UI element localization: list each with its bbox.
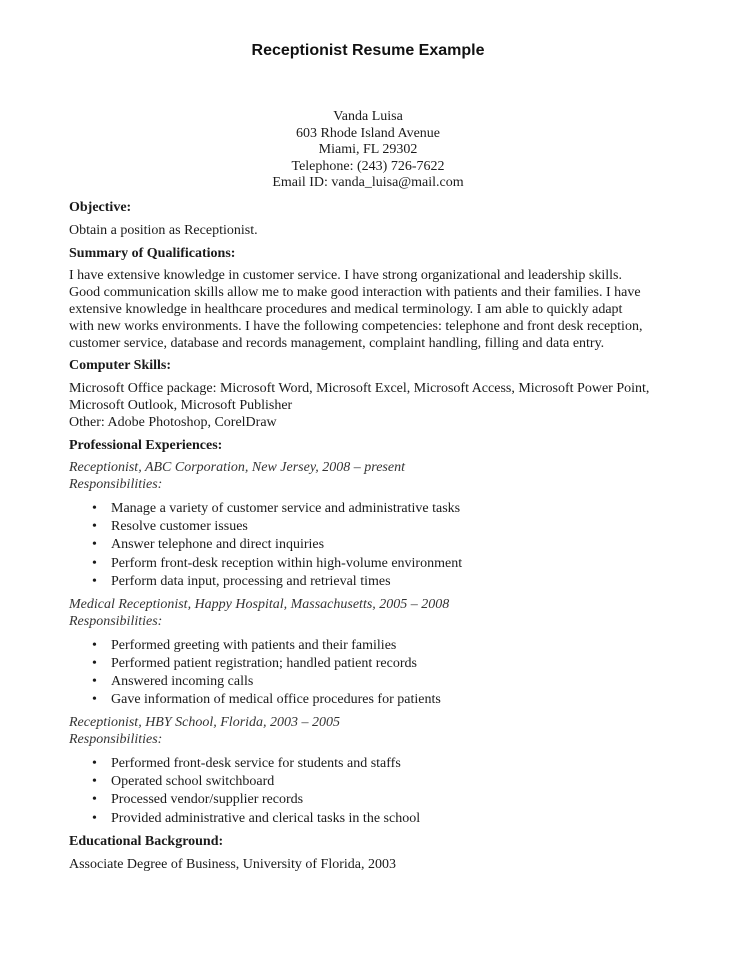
list-item: • Answered incoming calls — [69, 673, 689, 691]
computer-skills-section — [69, 358, 689, 431]
bullet-icon: • — [92, 637, 97, 653]
responsibilities-list — [69, 500, 689, 591]
summary-line: extensive knowledge in healthcare procedures and medical terminology. I am able to quickly adapt — [69, 301, 623, 317]
resume-body — [69, 200, 689, 873]
bullet-icon: • — [92, 692, 97, 708]
job-entry — [69, 715, 689, 827]
responsibilities-list — [69, 755, 689, 828]
job-entry — [69, 460, 689, 591]
list-item: • Operated school switchboard — [69, 773, 689, 791]
contact-city: Miami, FL 29302 — [318, 142, 418, 157]
bullet-icon: • — [92, 573, 97, 589]
list-item: • Answer telephone and direct inquiries — [69, 536, 689, 554]
contact-phone: Telephone: (243) 726-7622 — [291, 158, 445, 174]
summary-section — [69, 246, 689, 353]
list-item: • Performed patient registration; handled patient records — [69, 655, 689, 673]
computer-skills-line: Microsoft Office package: Microsoft Word, Microsoft Excel, Microsoft Access, Microsoft Power Point, — [69, 381, 650, 397]
bullet-icon: • — [92, 537, 97, 553]
list-item: • Perform data input, processing and retrieval times — [69, 573, 689, 591]
computer-skills-heading: Computer Skills: — [69, 358, 172, 374]
computer-skills-line: Other: Adobe Photoshop, CorelDraw — [69, 414, 277, 430]
summary-line: with new works environments. I have the following competencies: telephone and front desk reception, — [69, 318, 643, 334]
responsibilities-label: Responsibilities: — [69, 477, 163, 493]
summary-heading: Summary of Qualifications: — [69, 245, 236, 261]
bullet-icon: • — [92, 755, 97, 771]
contact-street: 603 Rhode Island Avenue — [296, 125, 440, 141]
bullet-icon: • — [92, 673, 97, 689]
job-title: Medical Receptionist, Happy Hospital, Massachusetts, 2005 – 2008 — [69, 596, 450, 612]
experience-heading: Professional Experiences: — [69, 437, 223, 453]
education-text: Associate Degree of Business, University of Florida, 2003 — [69, 856, 396, 872]
education-heading: Educational Background: — [69, 833, 224, 849]
contact-email: Email ID: vanda_luisa@mail.com — [272, 175, 464, 190]
summary-line: I have extensive knowledge in customer service. I have strong organizational and leadership skills. — [69, 268, 622, 284]
responsibilities-list — [69, 637, 689, 710]
bullet-icon: • — [92, 792, 97, 808]
education-section — [69, 834, 689, 874]
computer-skills-line: Microsoft Outlook, Microsoft Publisher — [69, 397, 293, 413]
bullet-icon: • — [92, 555, 97, 571]
experience-section — [69, 438, 689, 828]
job-title: Receptionist, ABC Corporation, New Jersey, 2008 – present — [69, 460, 405, 476]
list-item: • Performed front-desk service for students and staffs — [69, 755, 689, 773]
list-item: • Performed greeting with patients and their families — [69, 637, 689, 655]
summary-line: customer service, database and records management, complaint handling, filling and data entry. — [69, 335, 605, 351]
list-item: • Provided administrative and clerical tasks in the school — [69, 810, 689, 828]
job-entry — [69, 597, 689, 709]
contact-name: Vanda Luisa — [333, 109, 403, 124]
responsibilities-label: Responsibilities: — [69, 732, 163, 748]
list-item: • Processed vendor/supplier records — [69, 791, 689, 809]
list-item: • Manage a variety of customer service and administrative tasks — [69, 500, 689, 518]
document-title: Receptionist Resume Example — [251, 42, 485, 59]
bullet-icon: • — [92, 500, 97, 516]
bullet-icon: • — [92, 810, 97, 826]
bullet-icon: • — [92, 774, 97, 790]
bullet-icon: • — [92, 655, 97, 671]
objective-text: Obtain a position as Receptionist. — [69, 222, 258, 238]
responsibilities-label: Responsibilities: — [69, 613, 163, 629]
list-item: • Resolve customer issues — [69, 518, 689, 536]
contact-block — [0, 109, 736, 192]
summary-line: Good communication skills allow me to make good interaction with patients and their families. I have — [69, 285, 641, 301]
objective-section — [69, 200, 689, 240]
list-item: • Gave information of medical office procedures for patients — [69, 691, 689, 709]
job-title: Receptionist, HBY School, Florida, 2003 – 2005 — [69, 715, 341, 731]
bullet-icon: • — [92, 519, 97, 535]
objective-heading: Objective: — [69, 200, 132, 215]
list-item: • Perform front-desk reception within high-volume environment — [69, 555, 689, 573]
